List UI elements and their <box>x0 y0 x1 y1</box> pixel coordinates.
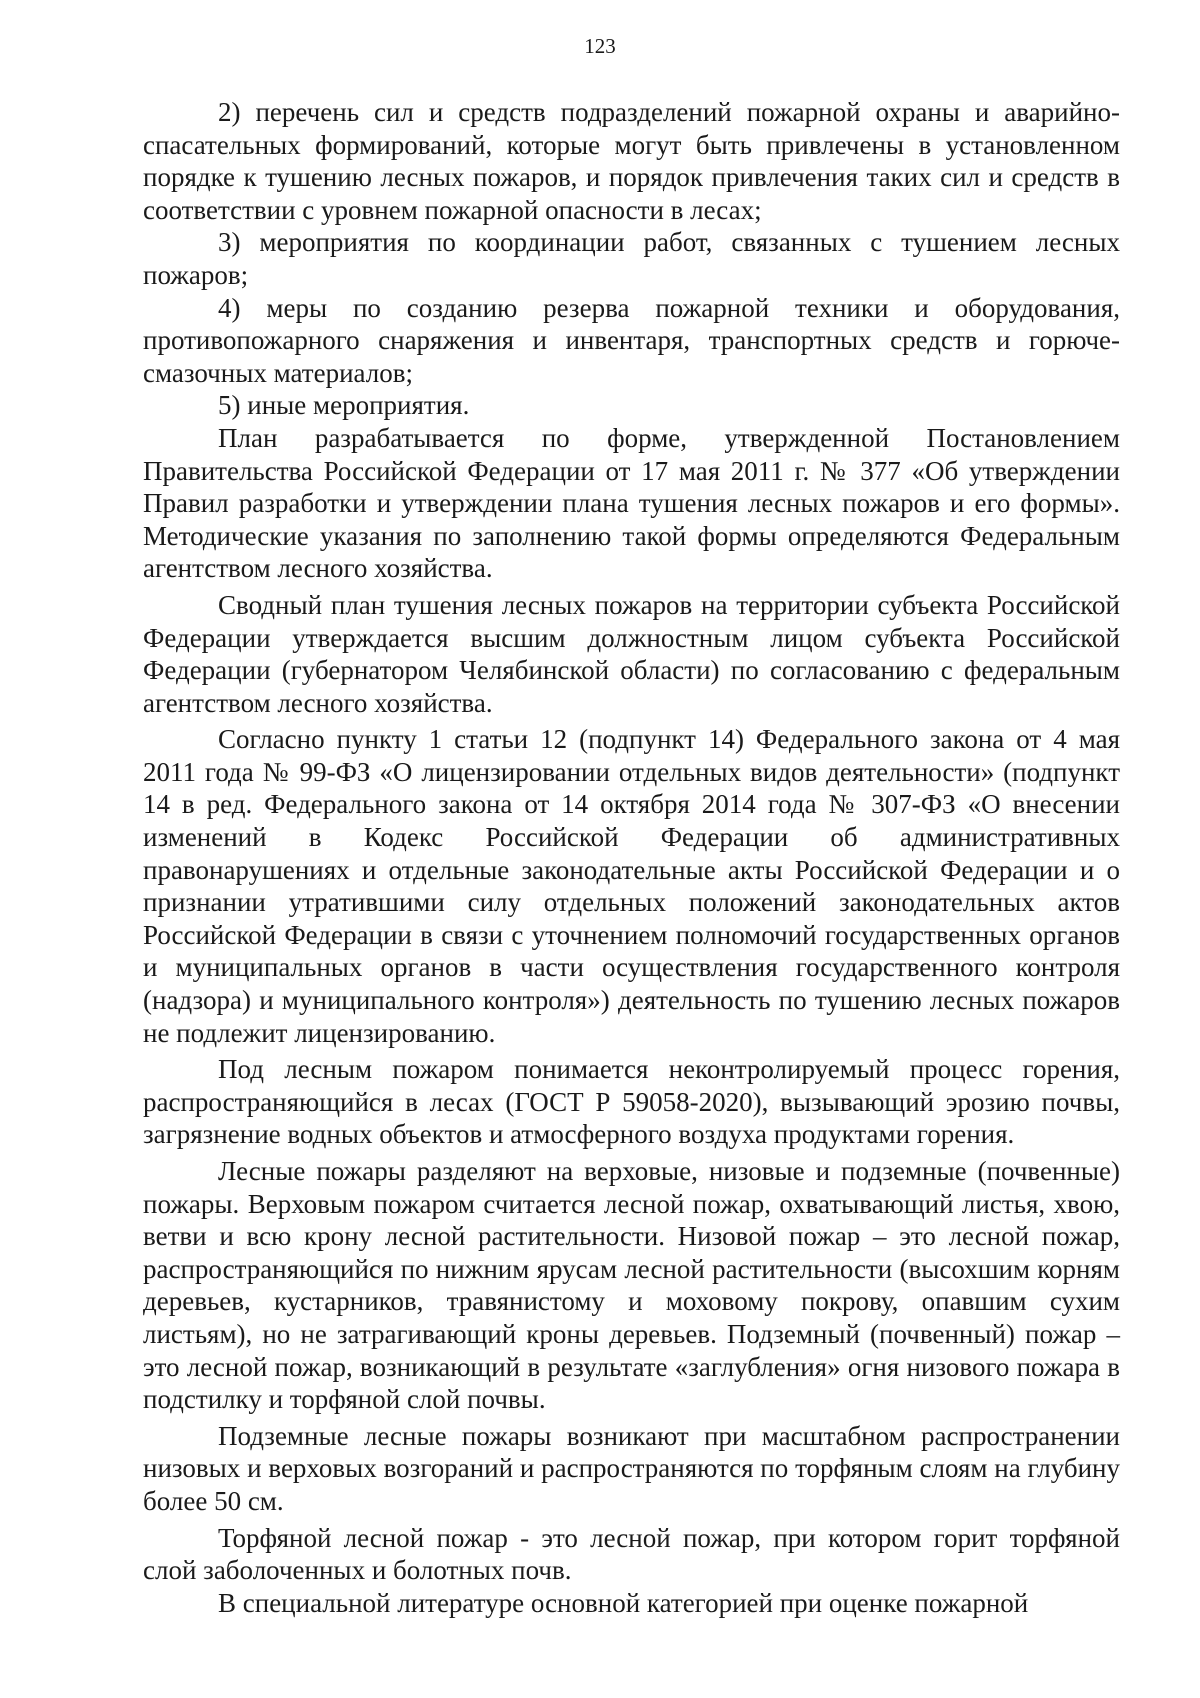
paragraph-peat-fire: Торфяной лесной пожар - это лесной пожар, при котором горит торфяной слой заболоченных и болотных почв. <box>143 1522 1120 1586</box>
paragraph-list-item-3: 3) мероприятия по координации работ, связанных с тушением лесных пожаров; <box>143 227 1120 290</box>
body-text <box>143 96 1120 1619</box>
paragraph-underground-fires: Подземные лесные пожары возникают при масштабном распространении низовых и верховых возгораний и распространяются по торфяным слоям на глубину более 50 см. <box>143 1420 1120 1516</box>
paragraph-list-item-5: 5) иные мероприятия. <box>218 390 470 421</box>
paragraph-list-item-2: 2) перечень сил и средств подразделений пожарной охраны и аварийно-спасательных формирований, которые могут быть привлечены в установленном порядке к тушению лесных пожаров, и порядок привлечения таких сил и средств в соответствии с уровнем пожарной опасности в лесах; <box>143 97 1120 225</box>
paragraph-licensing: Согласно пункту 1 статьи 12 (подпункт 14) Федерального закона от 4 мая 2011 года № 99-ФЗ «О лицензировании отдельных видов деятельности» (подпункт 14 в ред. Федерального закона от 14 октября 2014 года № 307-ФЗ «О внесении изменений в Кодекс Российской Федерации об административных правонарушениях и отдельные законодательные акты Российской Федерации и о признании утратившими силу отдельных положений законодательных актов Российской Федерации в связи с уточнением полномочий государственных органов и муниципальных органов в части осуществления государственного контроля (надзора) и муниципального контроля») деятельность по тушению лесных пожаров не подлежит лицензированию. <box>143 724 1120 1048</box>
paragraph-literature: В специальной литературе основной категорией при оценке пожарной <box>218 1587 1029 1618</box>
paragraph-fire-types: Лесные пожары разделяют на верховые, низовые и подземные (почвенные) пожары. Верховым пожаром считается лесной пожар, охватывающий листья, хвою, ветви и всю крону лесной растительности. Низовой пожар – это лесной пожар, распространяющийся по нижним ярусам лесной растительности (высохшим корням деревьев, кустарников, травянистому и моховому покрову, опавшим сухим листьям), но не затрагивающий кроны деревьев. Подземный (почвенный) пожар – это лесной пожар, возникающий в результате «заглубления» огня низового пожара в подстилку и торфяной слой почвы. <box>143 1156 1120 1415</box>
paragraph-list-item-4: 4) меры по созданию резерва пожарной техники и оборудования, противопожарного снаряжения и инвентаря, транспортных средств и горюче-смазочных материалов; <box>143 292 1120 388</box>
paragraph-forest-fire-definition: Под лесным пожаром понимается неконтролируемый процесс горения, распространяющийся в лесах (ГОСТ Р 59058-2020), вызывающий эрозию почвы, загрязнение водных объектов и атмосферного воздуха продуктами горения. <box>143 1054 1120 1150</box>
page-number: 123 <box>584 34 616 58</box>
paragraph-plan-form: План разрабатывается по форме, утвержденной Постановлением Правительства Российской Федерации от 17 мая 2011 г. № 377 «Об утверждении Правил разработки и утверждении плана тушения лесных пожаров и его формы». Методические указания по заполнению такой формы определяются Федеральным агентством лесного хозяйства. <box>143 422 1120 584</box>
paragraph-consolidated-plan: Сводный план тушения лесных пожаров на территории субъекта Российской Федерации утверждается высшим должностным лицом субъекта Российской Федерации (губернатором Челябинской области) по согласованию с федеральным агентством лесного хозяйства. <box>143 589 1120 718</box>
